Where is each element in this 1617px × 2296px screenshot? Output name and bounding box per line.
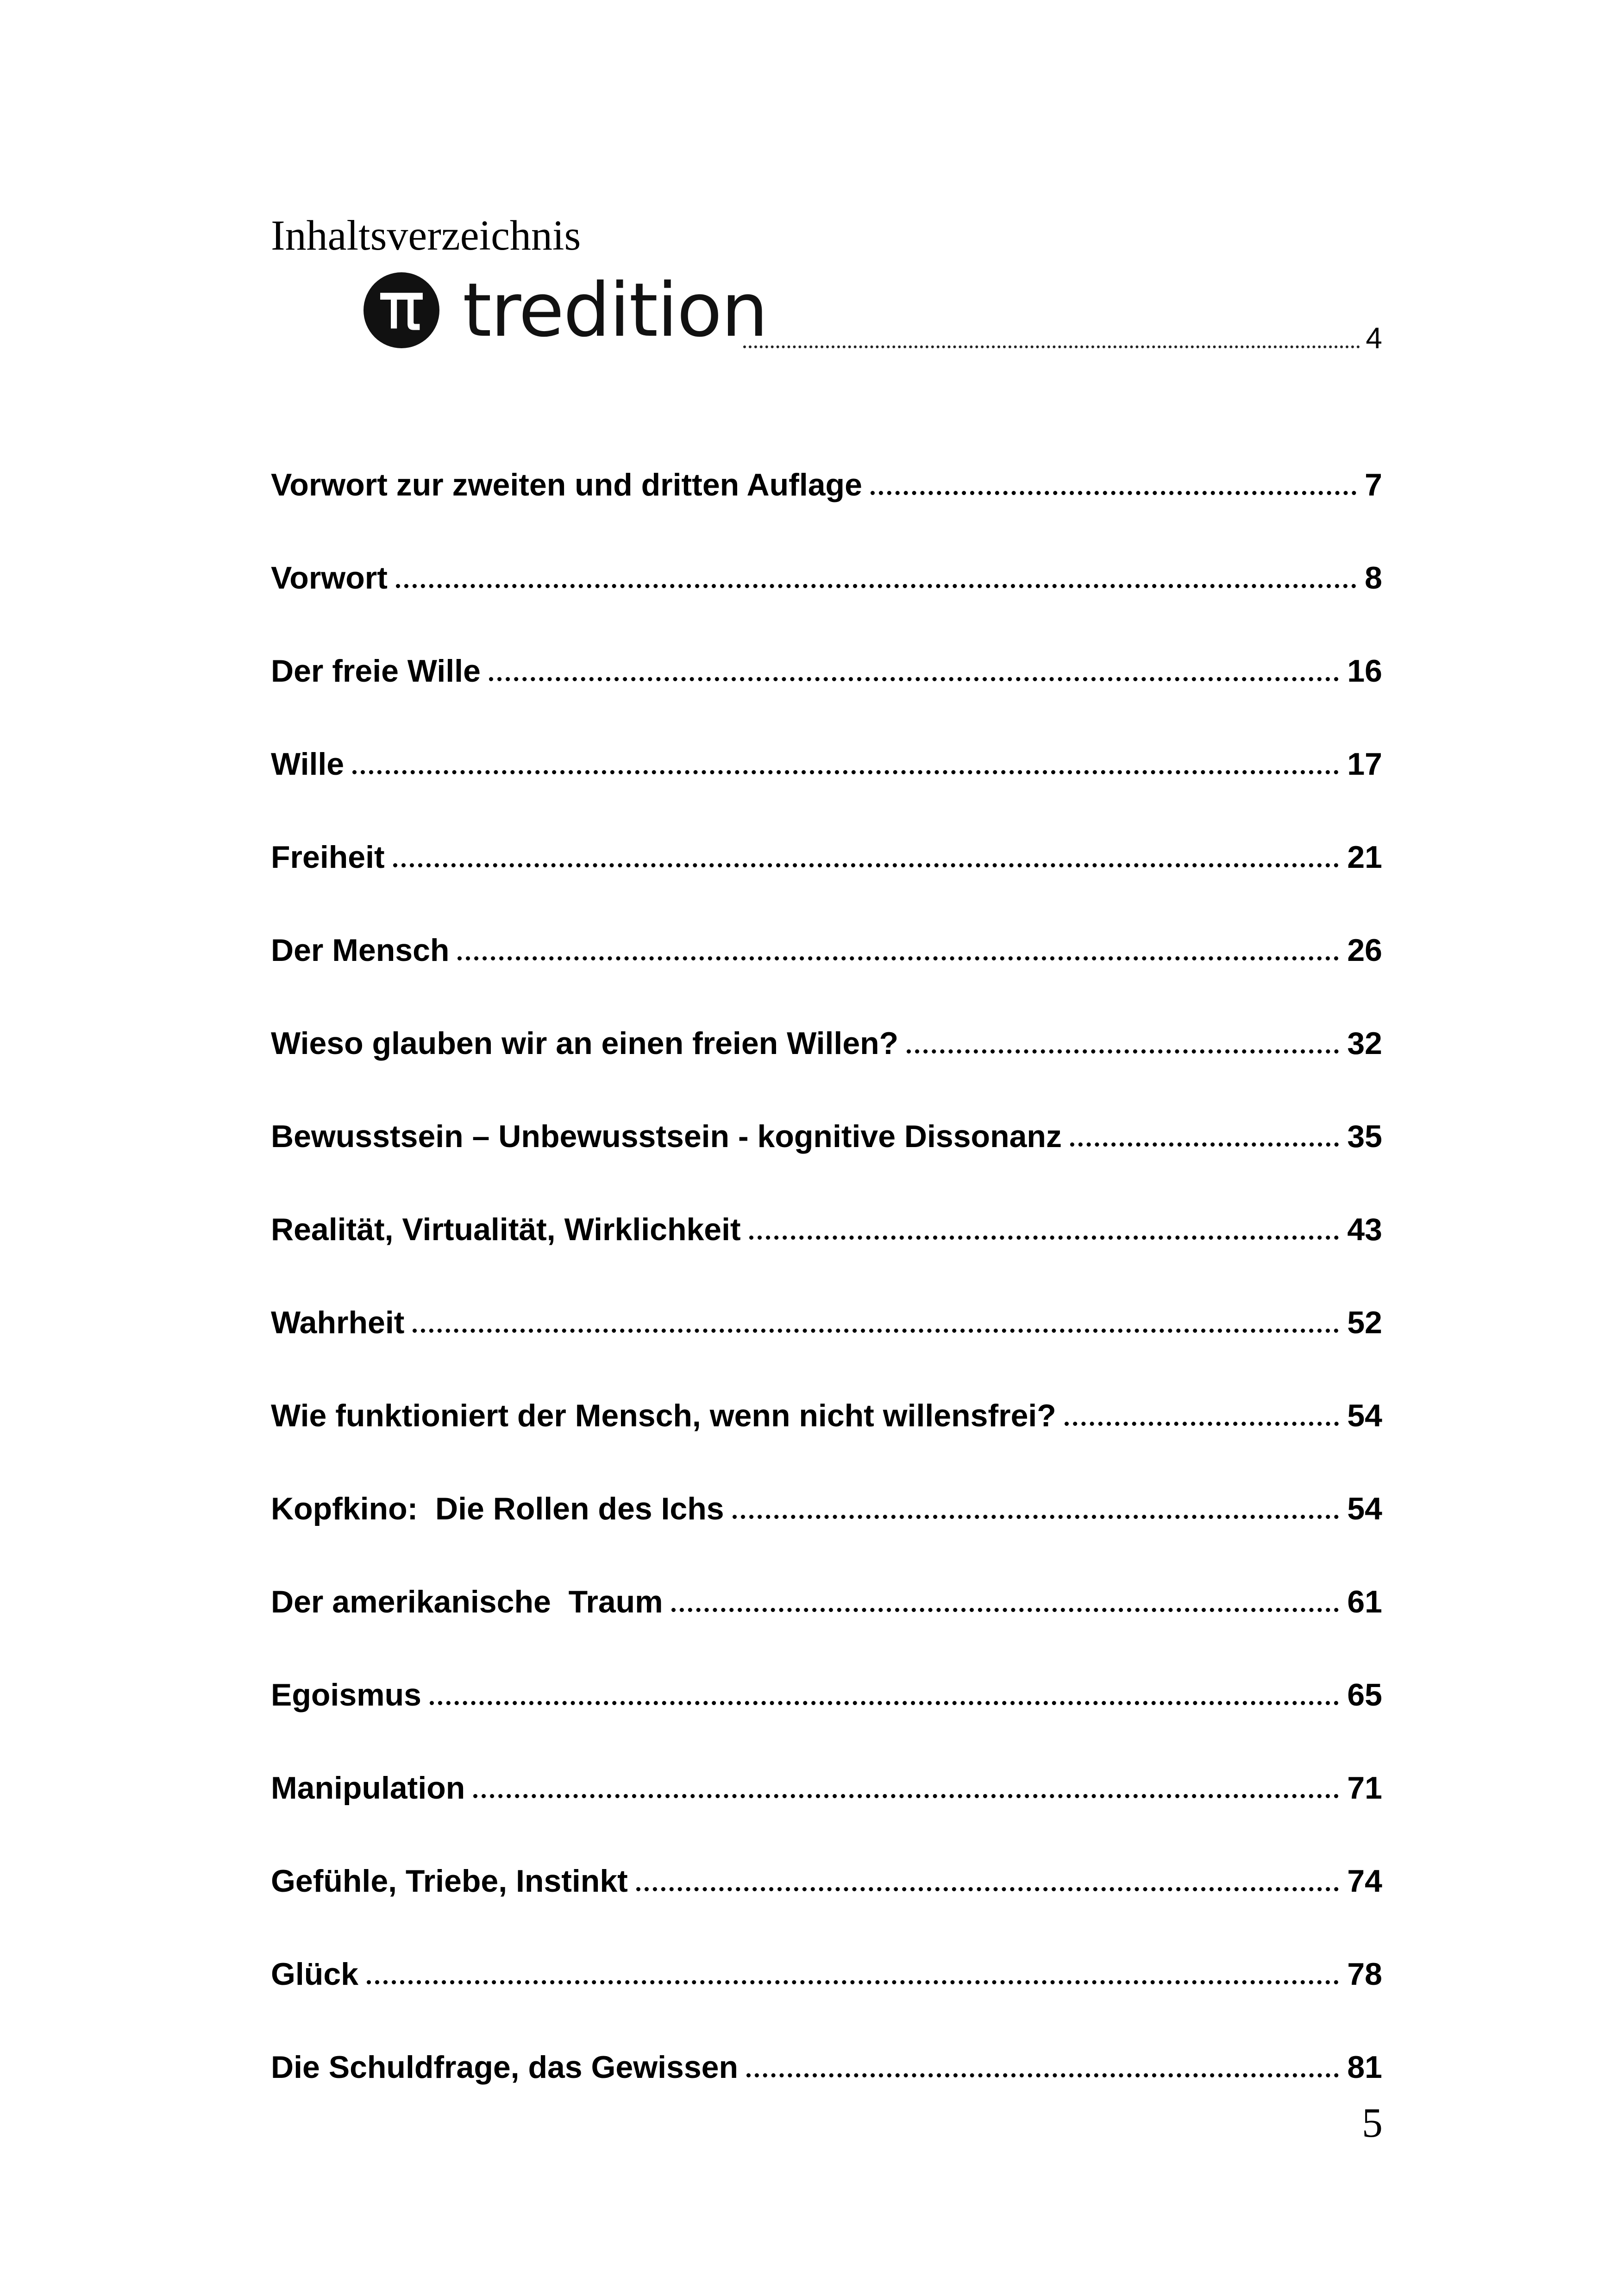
toc-entry-page: 65 xyxy=(1347,1677,1382,1713)
toc-entry-page: 26 xyxy=(1347,933,1382,968)
toc-entry[interactable] xyxy=(271,873,1382,966)
toc-list xyxy=(271,408,1382,2083)
toc-entry[interactable] xyxy=(271,1897,1382,1990)
toc-entry[interactable] xyxy=(271,1711,1382,1804)
toc-entry-title: Gefühle, Triebe, Instinkt xyxy=(271,1863,628,1899)
toc-entry-title: Der Mensch xyxy=(271,933,450,968)
toc-entry-page: 8 xyxy=(1365,560,1382,596)
dot-leader xyxy=(473,1794,1339,1798)
toc-entry[interactable] xyxy=(271,1804,1382,1897)
toc-entry[interactable] xyxy=(271,501,1382,594)
toc-entry-title: Egoismus xyxy=(271,1677,421,1713)
toc-entry[interactable] xyxy=(271,1338,1382,1431)
logo-toc-row xyxy=(271,264,1382,357)
dot-leader xyxy=(367,1980,1339,1984)
dot-leader xyxy=(458,956,1339,960)
dot-leader xyxy=(396,584,1356,588)
toc-entry[interactable] xyxy=(271,780,1382,873)
toc-entry-page: 54 xyxy=(1347,1398,1382,1433)
toc-entry-page: 43 xyxy=(1347,1212,1382,1247)
dot-leader xyxy=(489,677,1339,681)
dot-leader xyxy=(733,1515,1339,1519)
dot-leader xyxy=(749,1236,1339,1240)
logo-entry-leader xyxy=(743,323,1382,353)
toc-entry-page: 74 xyxy=(1347,1863,1382,1899)
toc-entry-title: Bewusstsein – Unbewusstsein - kognitive Dissonanz xyxy=(271,1119,1062,1154)
toc-entry[interactable] xyxy=(271,1990,1382,2083)
dot-leader xyxy=(393,863,1339,867)
dot-leader xyxy=(430,1701,1339,1705)
dot-leader xyxy=(636,1887,1339,1891)
toc-entry[interactable] xyxy=(271,1524,1382,1618)
toc-entry-page: 35 xyxy=(1347,1119,1382,1154)
toc-entry-title: Wahrheit xyxy=(271,1305,405,1340)
toc-entry[interactable] xyxy=(271,594,1382,687)
logo-entry-page: 4 xyxy=(1366,321,1382,355)
toc-entry-title: Kopfkino: Die Rollen des Ichs xyxy=(271,1491,724,1526)
toc-entry-title: Wille xyxy=(271,747,345,782)
toc-entry-title: Der amerikanische Traum xyxy=(271,1584,663,1619)
toc-entry[interactable] xyxy=(271,1618,1382,1711)
dot-leader xyxy=(907,1049,1339,1054)
toc-entry-title: Freiheit xyxy=(271,840,385,875)
toc-entry[interactable] xyxy=(271,687,1382,780)
toc-entry-page: 16 xyxy=(1347,653,1382,689)
dot-leader xyxy=(352,770,1339,774)
toc-entry-page: 52 xyxy=(1347,1305,1382,1340)
toc-entry-page: 54 xyxy=(1347,1491,1382,1526)
toc-entry[interactable] xyxy=(271,1059,1382,1152)
toc-entry-title: Wie funktioniert der Mensch, wenn nicht willensfrei? xyxy=(271,1398,1056,1433)
toc-entry-page: 7 xyxy=(1365,467,1382,502)
toc-entry-page: 78 xyxy=(1347,1957,1382,1992)
toc-entry-page: 17 xyxy=(1347,747,1382,782)
toc-entry[interactable] xyxy=(271,1152,1382,1245)
toc-entry-title: Vorwort xyxy=(271,560,388,596)
dot-leader xyxy=(1070,1142,1339,1147)
toc-entry-title: Manipulation xyxy=(271,1770,465,1806)
toc-entry[interactable] xyxy=(271,1245,1382,1338)
toc-entry-page: 61 xyxy=(1347,1584,1382,1619)
publisher-logo xyxy=(364,269,767,352)
toc-entry-title: Realität, Virtualität, Wirklichkeit xyxy=(271,1212,741,1247)
toc-entry-page: 32 xyxy=(1347,1026,1382,1061)
tredition-wordmark: tredition xyxy=(463,267,767,353)
dot-leader xyxy=(746,2073,1339,2077)
dot-leader xyxy=(1065,1422,1339,1426)
toc-entry-page: 21 xyxy=(1347,840,1382,875)
dot-leader xyxy=(871,491,1356,495)
page-number: 5 xyxy=(1362,2100,1383,2146)
toc-entry[interactable] xyxy=(271,1431,1382,1524)
tredition-logo-icon xyxy=(364,272,439,348)
toc-entry[interactable] xyxy=(271,408,1382,501)
toc-entry-title: Vorwort zur zweiten und dritten Auflage xyxy=(271,467,862,502)
toc-entry-title: Wieso glauben wir an einen freien Willen? xyxy=(271,1026,899,1061)
dot-leader xyxy=(413,1329,1339,1333)
toc-entry-page: 81 xyxy=(1347,2050,1382,2085)
toc-entry-title: Glück xyxy=(271,1957,358,1992)
dot-leader xyxy=(671,1608,1339,1612)
toc-heading: Inhaltsverzeichnis xyxy=(271,212,581,259)
toc-entry-title: Der freie Wille xyxy=(271,653,481,689)
toc-entry-page: 71 xyxy=(1347,1770,1382,1806)
toc-entry-title: Die Schuldfrage, das Gewissen xyxy=(271,2050,739,2085)
dot-leader xyxy=(743,345,1360,348)
toc-entry[interactable] xyxy=(271,966,1382,1059)
